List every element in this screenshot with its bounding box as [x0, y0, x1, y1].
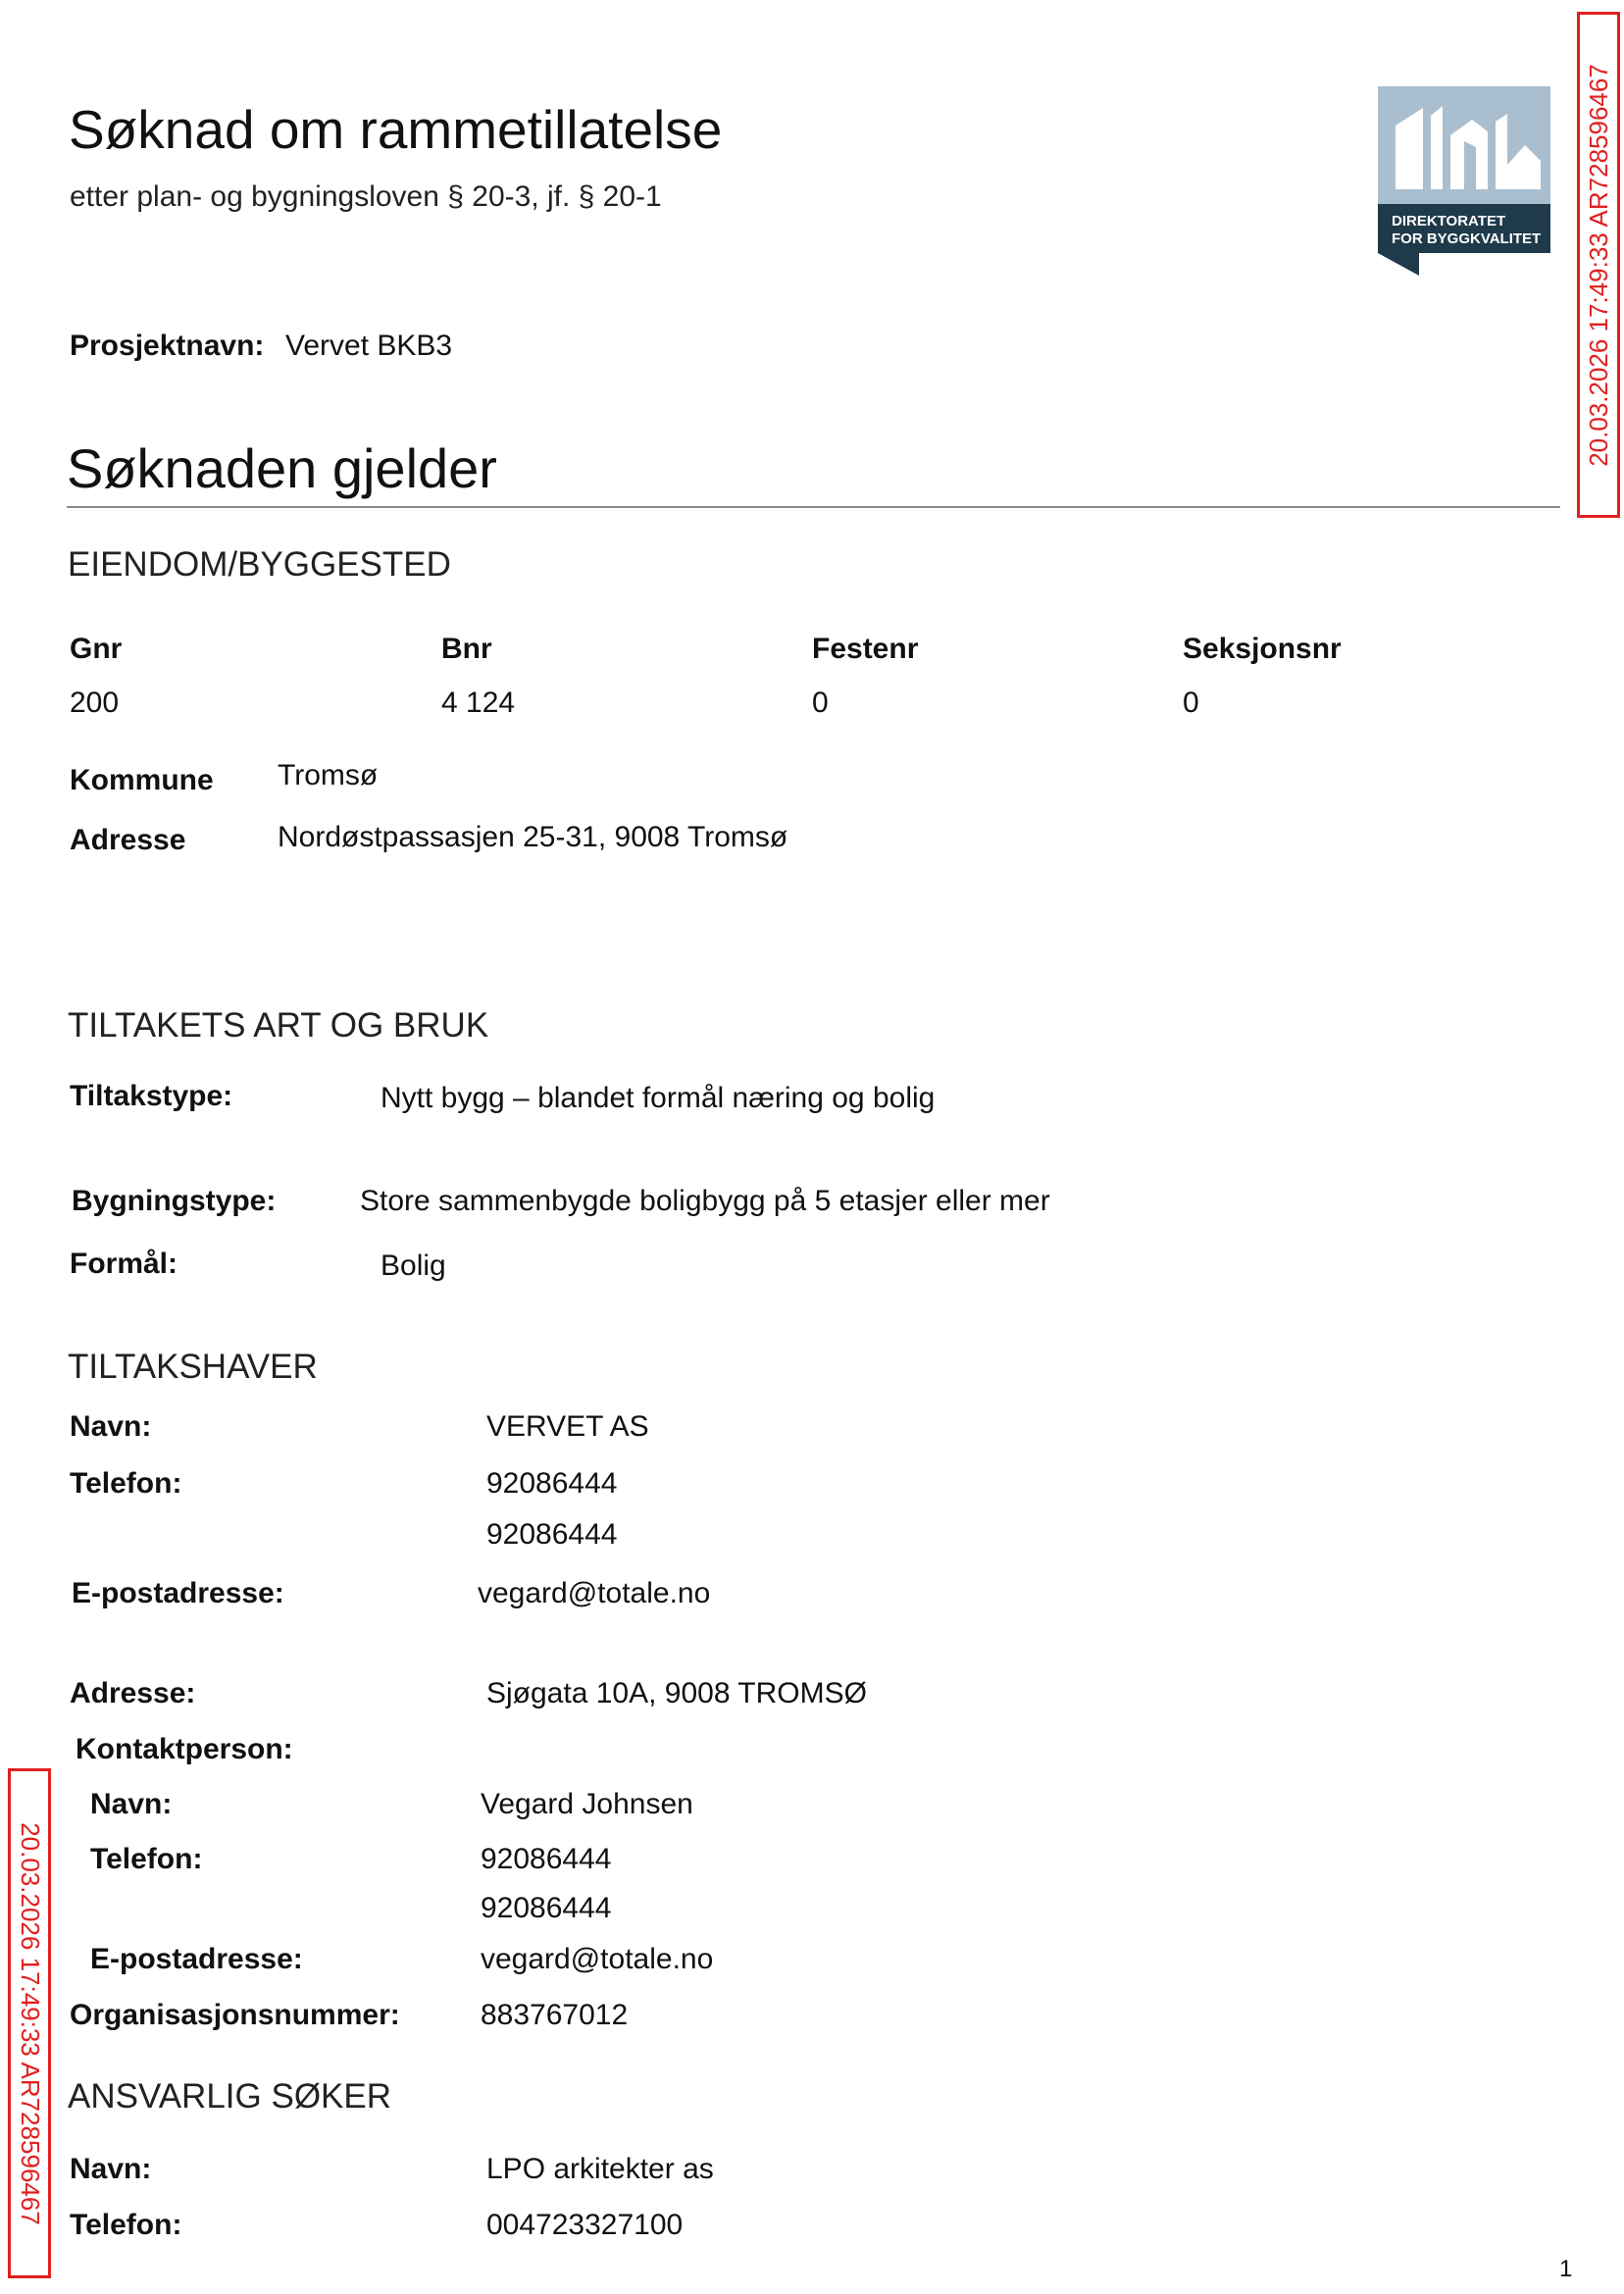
kontakt-telefon-value2: 92086444: [481, 1892, 612, 1924]
stamp-text-left: 20.03.2026 17:49:33 AR728596467: [15, 1821, 45, 2225]
ansvarlig-navn-value: LPO arkitekter as: [486, 2153, 714, 2185]
organisasjonsnummer-value: 883767012: [481, 1999, 629, 2031]
adresse-value: Nordøstpassasjen 25-31, 9008 Tromsø: [278, 821, 788, 853]
section-title: Søknaden gjelder: [67, 437, 497, 499]
col-festenr: Festenr: [812, 633, 919, 665]
document-subtitle: etter plan- og bygningsloven § 20-3, jf. § 20-1: [70, 180, 662, 213]
kontakt-epost-value: vegard@totale.no: [481, 1943, 714, 1975]
ansvarlig-navn-label: Navn:: [70, 2153, 152, 2185]
kontakt-navn-value: Vegard Johnsen: [481, 1788, 693, 1820]
value-festenr: 0: [812, 687, 829, 719]
project-label: Prosjektnavn:: [70, 330, 265, 362]
kommune-label: Kommune: [70, 764, 214, 796]
kontakt-navn-label: Navn:: [90, 1788, 173, 1820]
kontaktperson-label: Kontaktperson:: [76, 1733, 293, 1765]
value-bnr: 4 124: [441, 687, 516, 719]
dibk-logo-icon: [1378, 86, 1550, 276]
page-number: 1: [1559, 2256, 1573, 2282]
project-value: Vervet BKB3: [285, 330, 453, 362]
formal-value: Bolig: [381, 1249, 446, 1282]
tiltakshaver-adresse-value: Sjøgata 10A, 9008 TROMSØ: [486, 1677, 867, 1709]
stamp-text-top: 20.03.2026 17:49:33 AR728596467: [1583, 63, 1613, 467]
tiltakstype-label: Tiltakstype:: [70, 1080, 233, 1112]
col-bnr: Bnr: [441, 633, 492, 665]
adresse-label: Adresse: [70, 824, 186, 856]
bygningstype-label: Bygningstype:: [72, 1185, 277, 1217]
col-gnr: Gnr: [70, 633, 123, 665]
eiendom-heading: EIENDOM/BYGGESTED: [68, 545, 451, 584]
document-title: Søknad om rammetillatelse: [69, 99, 723, 160]
col-seksjonsnr: Seksjonsnr: [1183, 633, 1342, 665]
section-divider: [67, 506, 1560, 508]
ansvarlig-heading: ANSVARLIG SØKER: [68, 2077, 392, 2116]
tiltak-heading: TILTAKETS ART OG BRUK: [68, 1006, 489, 1045]
value-gnr: 200: [70, 687, 120, 719]
timestamp-stamp-top: [1577, 12, 1620, 518]
formal-label: Formål:: [70, 1248, 178, 1280]
logo-line1: DIREKTORATET: [1392, 213, 1506, 229]
kommune-value: Tromsø: [278, 759, 379, 791]
tiltakshaver-epost-label: E-postadresse:: [72, 1577, 284, 1609]
kontakt-telefon-value1: 92086444: [481, 1843, 612, 1875]
value-seksjonsnr: 0: [1183, 687, 1199, 719]
bygningstype-value: Store sammenbygde boligbygg på 5 etasjer eller mer: [360, 1185, 1050, 1217]
tiltakshaver-navn-label: Navn:: [70, 1410, 152, 1443]
tiltakshaver-telefon-value1: 92086444: [486, 1467, 618, 1500]
tiltakstype-value: Nytt bygg – blandet formål næring og bolig: [381, 1082, 936, 1114]
ansvarlig-telefon-value: 004723327100: [486, 2209, 684, 2241]
tiltakshaver-navn-value: VERVET AS: [486, 1410, 649, 1443]
tiltakshaver-heading: TILTAKSHAVER: [68, 1348, 318, 1386]
timestamp-stamp-left: [8, 1768, 51, 2278]
organisasjonsnummer-label: Organisasjonsnummer:: [70, 1999, 400, 2031]
tiltakshaver-epost-value: vegard@totale.no: [478, 1577, 711, 1609]
tiltakshaver-adresse-label: Adresse:: [70, 1677, 196, 1709]
ansvarlig-telefon-label: Telefon:: [70, 2209, 182, 2241]
tiltakshaver-telefon-value2: 92086444: [486, 1518, 618, 1551]
kontakt-telefon-label: Telefon:: [90, 1843, 203, 1875]
kontakt-epost-label: E-postadresse:: [90, 1943, 303, 1975]
tiltakshaver-telefon-label: Telefon:: [70, 1467, 182, 1500]
logo-line2: FOR BYGGKVALITET: [1392, 230, 1542, 247]
